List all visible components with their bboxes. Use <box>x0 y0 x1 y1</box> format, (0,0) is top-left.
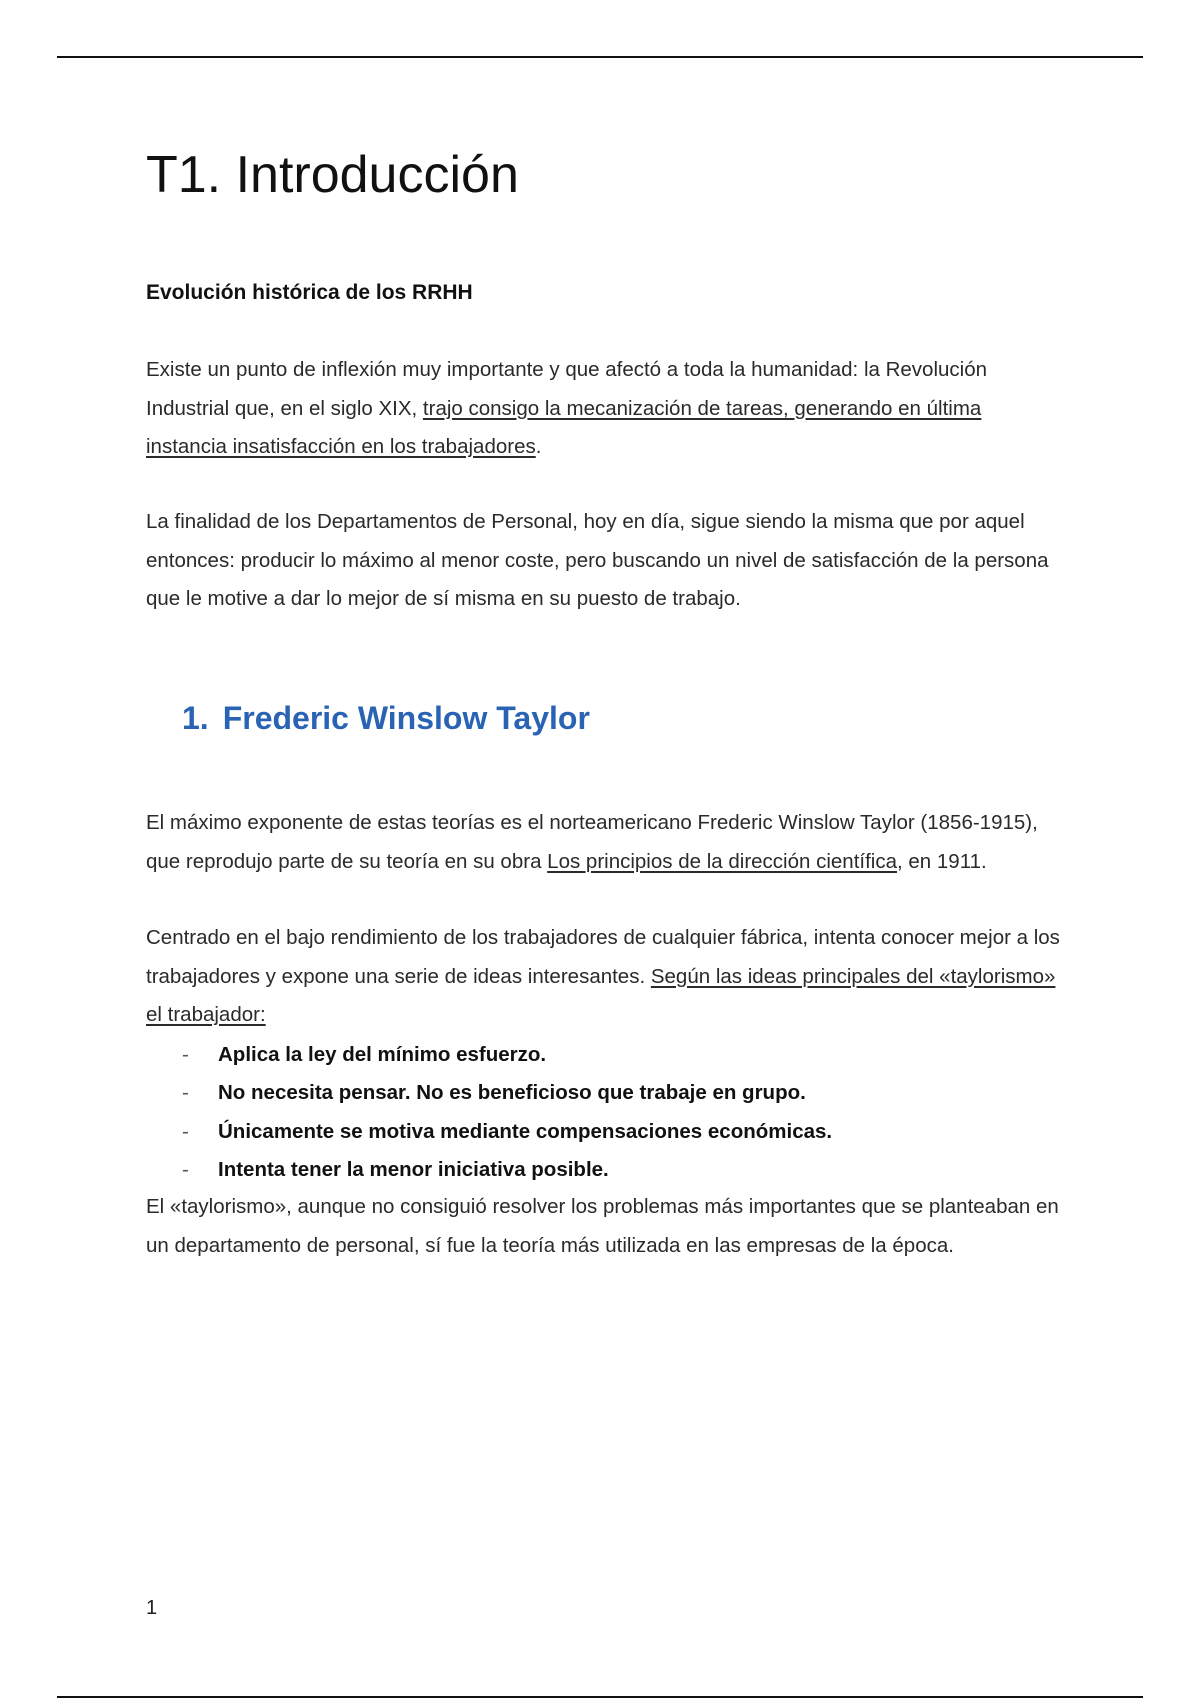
section-subheading: Evolución histórica de los RRHH <box>146 281 473 304</box>
paragraph-taylor-intro <box>146 804 1066 881</box>
list-item-text: Aplica la ley del mínimo esfuerzo. <box>218 1043 547 1066</box>
list-item <box>146 1074 1066 1112</box>
list-item-text: No necesita pensar. No es beneficioso que trabaje en grupo. <box>218 1081 806 1105</box>
underlined-text: trajo consigo la mecanización de tareas, generando en última instancia insatisfacción en los trabajadores <box>146 396 982 458</box>
paragraph-industrial-revolution <box>146 351 1066 467</box>
list-item <box>146 1151 1066 1189</box>
section-number: 1. <box>182 700 209 736</box>
bullet-marker: - <box>182 1119 189 1143</box>
list-item <box>146 1036 1066 1074</box>
section-heading-taylor <box>182 700 590 737</box>
underlined-text: Según las ideas principales del «taylorismo» el trabajador: <box>146 964 1056 1026</box>
section-title: Frederic Winslow Taylor <box>222 700 590 736</box>
paragraph-text: Centrado en el bajo rendimiento de los trabajadores de cualquier fábrica, intenta conocer mejor a los trabajadores y expone una serie de ideas interesantes. <box>146 926 1060 988</box>
bullet-marker: - <box>182 1081 189 1105</box>
page-number: 1 <box>146 1597 158 1619</box>
taylorism-list <box>146 1036 1066 1189</box>
list-item-text: Únicamente se motiva mediante compensaciones económicas. <box>218 1119 833 1143</box>
header-rule <box>57 56 1143 58</box>
footer-rule <box>57 1696 1143 1698</box>
book-title: Los principios de la dirección científica <box>547 849 897 873</box>
paragraph-taylorism-conclusion: El «taylorismo», aunque no consiguió resolver los problemas más importantes que se planteaban en un departamento de personal, sí fue la teoría más utilizada en las empresas de la época. <box>146 1195 1059 1257</box>
bullet-marker: - <box>182 1157 189 1181</box>
bullet-marker: - <box>182 1043 189 1066</box>
paragraph-taylorism-ideas <box>146 919 1066 1035</box>
paragraph-text: El máximo exponente de estas teorías es el norteamericano Frederic Winslow Taylor (1856-1915), que reprodujo parte de su teoría en su obra <box>146 811 1038 873</box>
paragraph-text: . <box>535 435 542 458</box>
page-title: T1. Introducción <box>146 146 519 204</box>
paragraph-personnel-departments: La finalidad de los Departamentos de Personal, hoy en día, sigue siendo la misma que por aquel entonces: producir lo máximo al menor coste, pero buscando un nivel de satisfacción de la persona que le motive a dar lo mejor de sí misma en su puesto de trabajo. <box>146 510 1049 610</box>
list-item-text: Intenta tener la menor iniciativa posible. <box>218 1157 609 1181</box>
list-item <box>146 1113 1066 1151</box>
paragraph-text: , en 1911. <box>897 849 987 873</box>
paragraph-text: Existe un punto de inflexión muy importante y que afectó a toda la humanidad: la Revolución Industrial que, en el siglo XIX, <box>146 358 988 420</box>
